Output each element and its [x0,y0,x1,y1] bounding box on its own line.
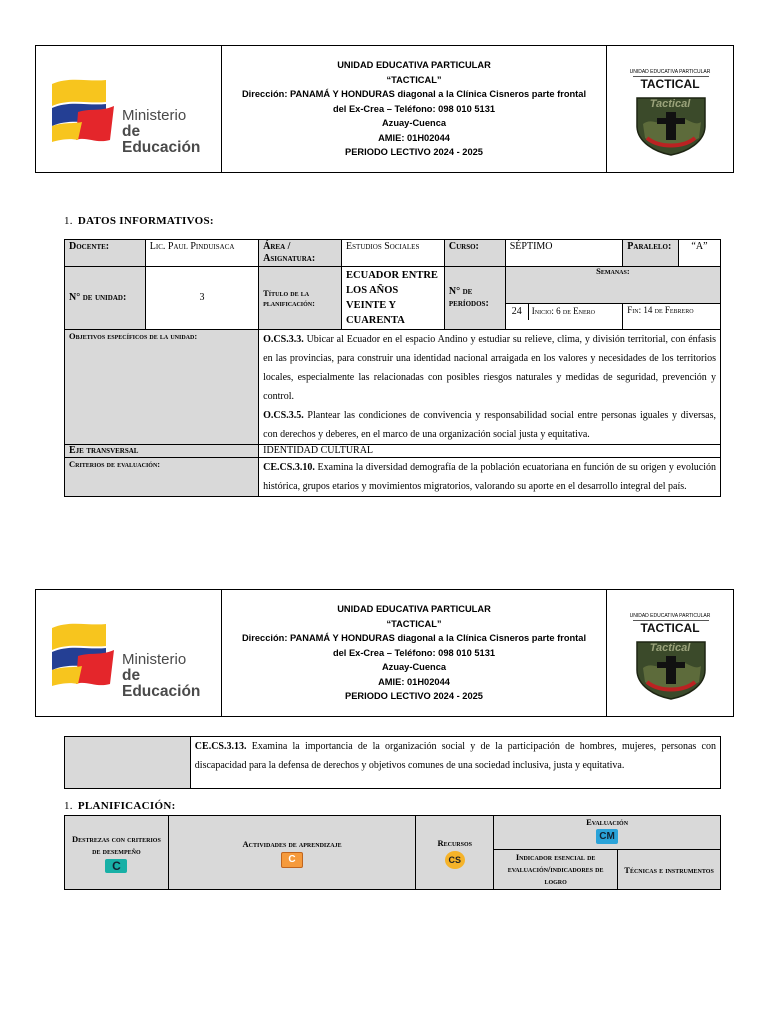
area-label: Área / Asignatura: [259,240,342,267]
school-info: UNIDAD EDUCATIVA PARTICULAR “TACTICAL” Dirección: PANAMÁ Y HONDURAS diagonal a la Clínica Cisneros parte frontal del Ex-Crea – Teléfono: 098 010 5131 Azuay-Cuenca AMIE: 01H02044 PERIODO LECTIVO 2024 - 2025 [241,603,587,702]
periodos-value: 24 [506,304,529,320]
document-header [35,45,734,173]
semanas-label: Semanas: [505,267,720,304]
unidad-value: 3 [145,267,258,330]
school-badge: UNIDAD EDUCATIVA PARTICULAR TACTICAL Tactical [606,46,733,172]
destrezas-header: Destrezas con criterios de desempeño C [65,816,169,890]
evaluacion-cm-icon: CM [596,829,618,844]
docente-label: Docente: [65,240,146,267]
criterios-cont-label [65,737,191,789]
fin-value: Fin: 14 de Febrero [623,304,721,330]
criterios-label: Criterios de evaluación: [65,458,259,497]
criterios-cont-table [64,736,721,789]
ministry-logo [36,46,222,172]
unidad-label: N° de unidad: [65,267,146,330]
ministry-logo-text: Ministerio de Educación [122,107,201,156]
actividades-monitor-icon: C [281,852,303,868]
titulo-label: Título de la planificación: [259,267,342,330]
curso-label: Curso: [444,240,505,267]
document-header-page2 [35,589,734,717]
area-value: Estudios Sociales [342,240,445,267]
ministry-flag-icon [48,622,120,688]
ministry-logo [36,590,222,716]
recursos-cs-icon: CS [445,851,465,869]
periodos-label: N° de períodos: [444,267,505,330]
curso-value: SÉPTIMO [505,240,623,267]
eje-value: IDENTIDAD CULTURAL [259,445,721,458]
paralelo-label: Paralelo: [623,240,679,267]
destrezas-c-icon: C [105,859,127,873]
evaluacion-header: Evaluación CM [494,816,721,850]
eje-label: Eje transversal [65,445,259,458]
ministry-flag-icon [48,78,120,144]
school-info: UNIDAD EDUCATIVA PARTICULAR “TACTICAL” Dirección: PANAMÁ Y HONDURAS diagonal a la Clínica Cisneros parte frontal del Ex-Crea – Teléfono: 098 010 5131 Azuay-Cuenca AMIE: 01H02044 PERIODO LECTIVO 2024 - 2025 [241,59,587,158]
periodos-inicio-cell [505,304,623,330]
planificacion-table [64,815,721,890]
criterios-cont-value: CE.CS.3.13. Examina la importancia de la organización social y de la participación de hombres, mujeres, personas con discapacidad para la defensa de derechos y objetivos comunes de una sociedad inclusiva, justa y equitativa. [190,737,720,789]
inicio-value: Inicio: 6 de Enero [531,306,595,317]
actividades-header: Actividades de aprendizaje C [168,816,415,890]
paralelo-value: “A” [678,240,720,267]
criterios-value: CE.CS.3.10. Examina la diversidad demografía de la población ecuatoriana en función de su origen y evolución histórica, grupos etarios y movimientos migratorios, valorando su aporte en el desarrollo integral del país. [259,458,721,497]
tecnicas-header: Técnicas e instrumentos [618,850,721,890]
recursos-header: Recursos CS [416,816,494,890]
school-badge: UNIDAD EDUCATIVA PARTICULAR TACTICAL Tactical [606,590,733,716]
section-title-planificacion: 1. PLANIFICACIÓN: [64,800,176,812]
info-table [64,239,721,497]
section-title-datos: 1. DATOS INFORMATIVOS: [64,215,214,227]
objetivos-label: Objetivos específicos de la unidad: [65,330,259,445]
docente-value: Lic. Paul Pinduisaca [145,240,258,267]
titulo-value: ECUADOR ENTRE LOS AÑOS VEINTE Y CUARENTA [342,267,445,330]
objetivos-value: O.CS.3.3. Ubicar al Ecuador en el espacio Andino y estudiar su relieve, clima, y división territorial, con énfasis en las provincias, para construir una identidad nacional arraigada en los valores y necesidades de los territorios locales, especialmente las relacionadas con posibles riesgos naturales y medidas de seguridad, prevención y control. O.CS.3.5. Plantear las condiciones de convivencia y responsabilidad social entre personas iguales y diversas, con derechos y deberes, en el marco de una organización social justa y equitativa. [259,330,721,445]
ministry-logo-text: Ministerio de Educación [122,651,201,700]
indicador-header: Indicador esencial de evaluación/indicadores de logro [494,850,618,890]
